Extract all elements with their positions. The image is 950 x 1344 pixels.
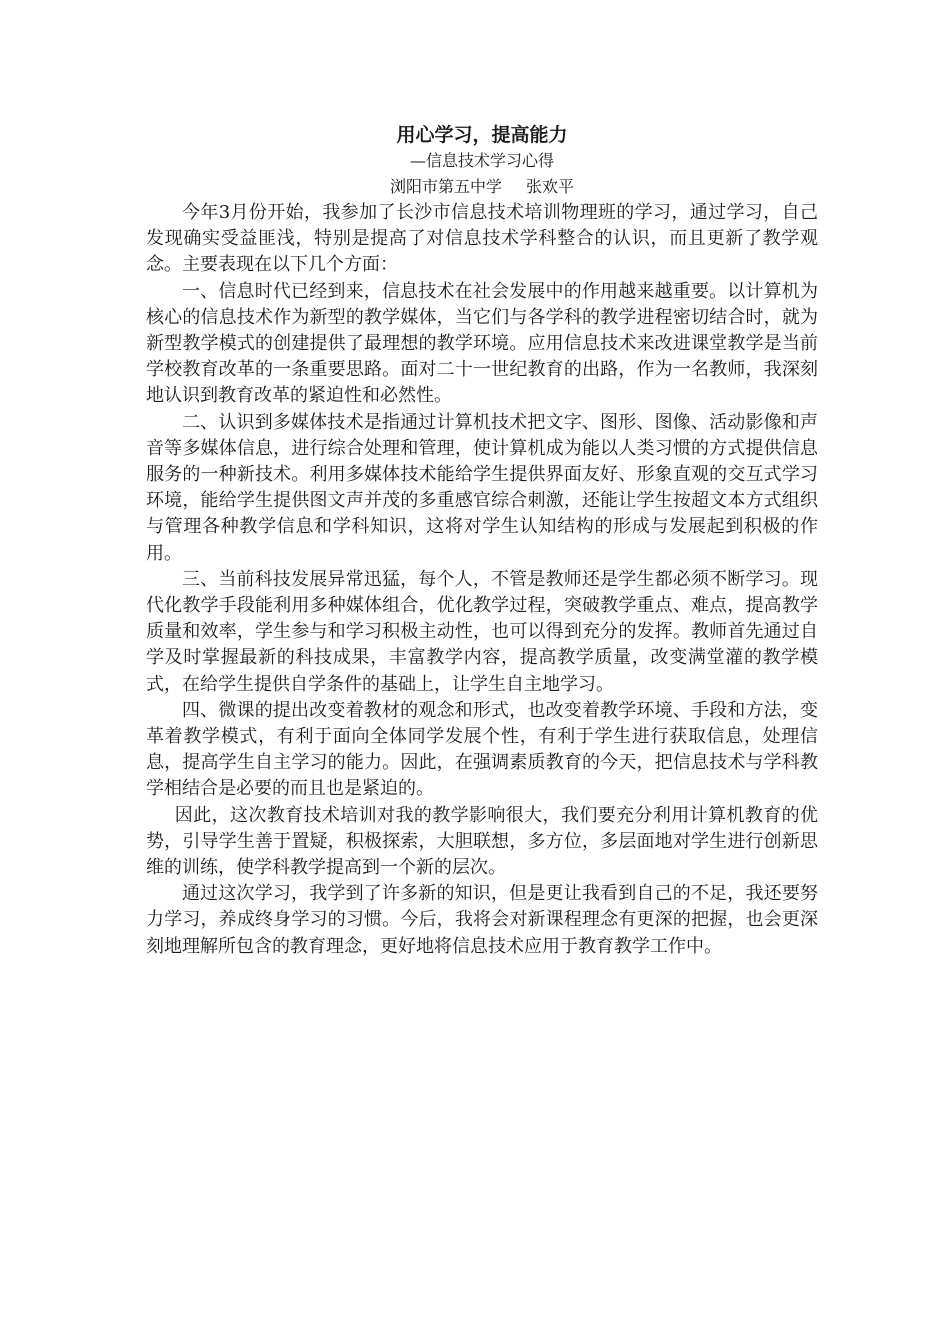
author-line (146, 174, 818, 200)
document-subtitle: —信息技术学习心得 (409, 151, 554, 170)
paragraph: 因此，这次教育技术培训对我的教学影响很大，我们要充分利用计算机教育的优势，引导学生善于置疑，积极探索，大胆联想，多方位，多层面地对学生进行创新思维的训练，使学科教学提高到一个新的层次。 (146, 804, 818, 879)
paragraph: 通过这次学习，我学到了许多新的知识，但是更让我看到自己的不足，我还要努力学习，养成终身学习的习惯。今后，我将会对新课程理念有更深的把握，也会更深刻地理解所包含的教育理念，更好地将信息技术应用于教育教学工作中。 (146, 883, 818, 957)
document-body (146, 200, 818, 960)
paragraph: 一、信息时代已经到来，信息技术在社会发展中的作用越来越重要。以计算机为核心的信息技术作为新型的教学媒体，当它们与各学科的教学进程密切结合时，就为新型教学模式的创建提供了最理想的教学环境。应用信息技术来改进课堂教学是当前学校教育改革的一条重要思路。面对二十一世纪教育的出路，作为一名教师，我深刻地认识到教育改革的紧迫性和必然性。 (146, 280, 818, 407)
school-name: 浏阳市第五中学 (389, 177, 502, 196)
paragraph: 三、当前科技发展异常迅猛，每个人，不管是教师还是学生都必须不断学习。现代化教学手段能利用多种媒体组合，优化教学过程，突破教学重点、难点，提高教学质量和效率，学生参与和学习积极主动性，也可以得到充分的发挥。教师首先通过自学及时掌握最新的科技成果，丰富教学内容，提高教学质量，改变满堂灌的教学模式，在给学生提供自学条件的基础上，让学生自主地学习。 (146, 568, 818, 695)
author-name: 张欢平 (526, 177, 575, 196)
paragraph: 今年3月份开始，我参加了长沙市信息技术培训物理班的学习，通过学习，自己发现确实受益匪浅，特别是提高了对信息技术学科整合的认识，而且更新了教学观念。主要表现在以下几个方面： (146, 202, 818, 276)
paragraph: 二、认识到多媒体技术是指通过计算机技术把文字、图形、图像、活动影像和声音等多媒体信息，进行综合处理和管理，使计算机成为能以人类习惯的方式提供信息服务的一种新技术。利用多媒体技术能给学生提供界面友好、形象直观的交互式学习环境，能给学生提供图文声并茂的多重感官综合刺激，还能让学生按超文本方式组织与管理各种教学信息和学科知识，这将对学生认知结构的形成与发展起到积极的作用。 (146, 411, 818, 564)
document-page (146, 122, 818, 960)
document-title: 用心学习，提高能力 (396, 124, 568, 146)
paragraph: 四、微课的提出改变着教材的观念和形式，也改变着教学环境、手段和方法，变革着教学模式，有利于面向全体同学发展个性，有利于学生进行获取信息，处理信息，提高学生自主学习的能力。因此，在强调素质教育的今天，把信息技术与学科教学相结合是必要的而且也是紧迫的。 (146, 699, 818, 800)
